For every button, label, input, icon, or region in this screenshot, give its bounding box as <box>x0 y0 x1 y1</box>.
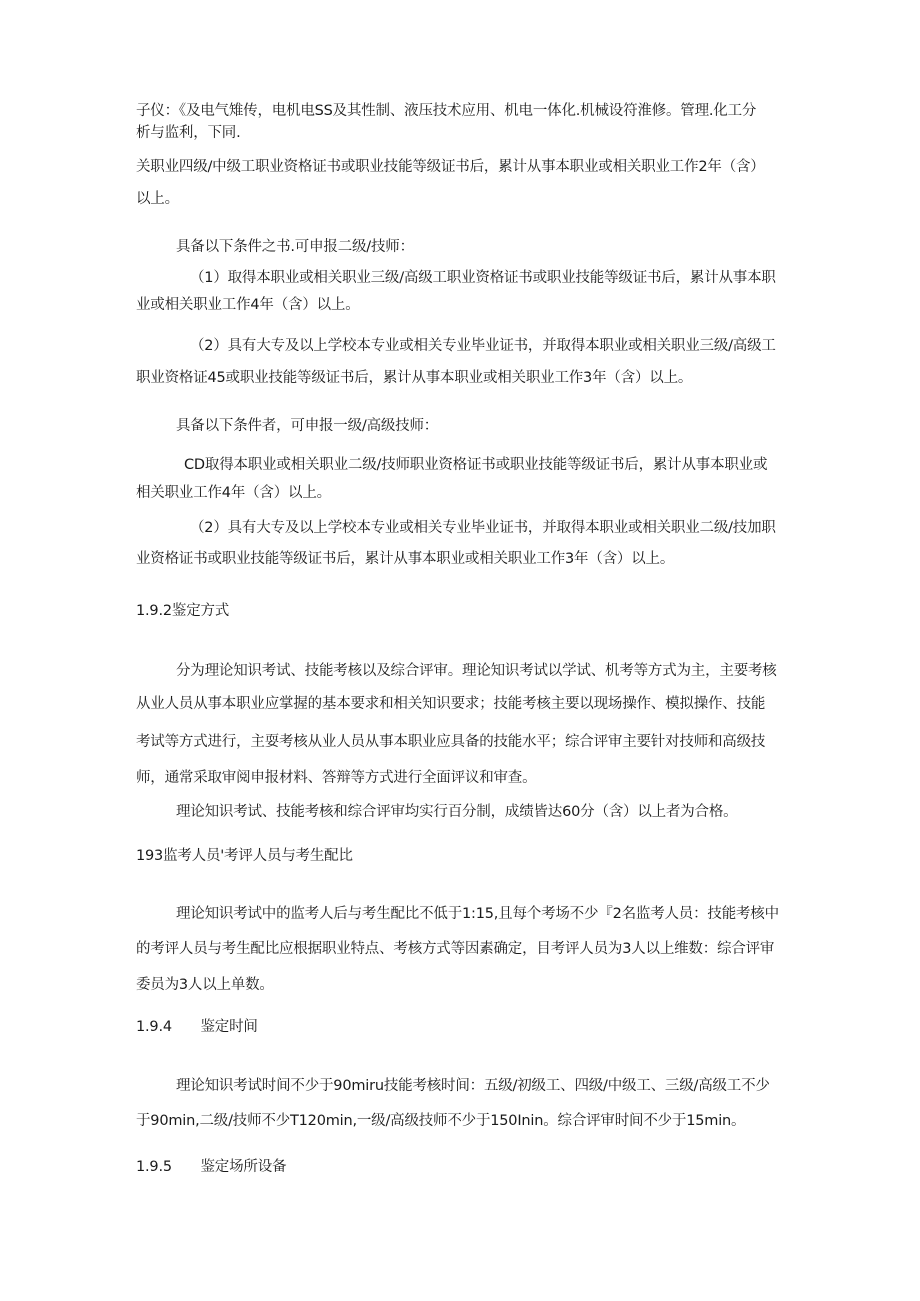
section-heading: 1.9.4 鉴定时间 <box>136 1019 258 1035</box>
section-heading: 1.9.2鉴定方式 <box>136 603 230 619</box>
text-line: 业或相关职业工作4年（含）以上。 <box>136 297 360 313</box>
text-line: （1）取得本职业或相关职业三级/高级工职业资格证书或职业技能等级证书后，累计从事本职 <box>190 270 776 286</box>
text-line: 职业资格证45或职业技能等级证书后，累计从事本职业或相关职业工作3年（含）以上。 <box>136 370 693 386</box>
text-line: 具备以下条件者，可申报一级/高级技师： <box>176 418 439 434</box>
section-heading: 193监考人员'考评人员与考生配比 <box>136 848 353 864</box>
text-line: 的考评人员与考生配比应根据职业特点、考核方式等因素确定，目考评人员为3人以上维数：综合评审 <box>136 941 775 957</box>
text-line: 委员为3人以上单数。 <box>136 977 274 993</box>
text-line: 析与监利，下同. <box>136 125 241 141</box>
text-line: 分为理论知识考试、技能考核以及综合评审。理论知识考试以学试、机考等方式为主，主要考核 <box>176 663 777 679</box>
text-line: 师，通常采取审阅申报材料、答辩等方式进行全面评议和审查。 <box>136 770 537 786</box>
text-line: 理论知识考试中的监考人后与考生配比不低于1:15,且每个考场不少『2名监考人员：技能考核中 <box>176 906 779 922</box>
section-heading: 1.9.5 鉴定场所设备 <box>136 1159 287 1175</box>
text-line: 考试等方式进行，主耍考核从业人员从事本职业应具备的技能水平；综合评审主要针对技师和高级技 <box>136 734 766 750</box>
text-line: （2）具有大专及以上学校本专业或相关专业毕业证书，并取得本职业或相关职业三级/高级工 <box>190 338 776 354</box>
text-line: CD取得本职业或相关职业二级/技师职业资格证书或职业技能等级证书后，累计从事本职业或 <box>184 457 768 473</box>
text-line: 于90min,二级/技师不少T120min,一级/高级技师不少于150Inin。综合评审时间不少于15min。 <box>136 1113 746 1129</box>
text-line: 业资格证书或职业技能等级证书后，累计从事本职业或相关职业工作3年（含）以上。 <box>136 551 675 567</box>
text-line: 以上。 <box>136 191 179 207</box>
text-line: 关职业四级/中级工职业资格证书或职业技能等级证书后，累计从事本职业或相关职业工作2年（含） <box>136 159 765 175</box>
text-line: 具备以下条件之书.可申报二级/技师： <box>176 239 414 255</box>
text-line: （2）具有大专及以上学校本专业或相关专业毕业证书，并取得本职业或相关职业二级/技加职 <box>190 520 776 536</box>
text-line: 从业人员从事本职业应掌握的基本要求和相关知识要求；技能考核主要以现场操作、模拟操作、技能 <box>136 696 766 712</box>
text-line: 理论知识考试、技能考核和综合评审均实行百分制，成绩皆达60分（含）以上者为合格。 <box>176 804 738 820</box>
text-line: 相关职业工作4年（含）以上。 <box>136 485 331 501</box>
text-line: 子仪：《及电气雉传，电机电SS及其性制、液压技术应用、机电一体化.机械设符淮修。管理.化工分 <box>136 103 757 119</box>
text-line: 理论知识考试时间不少于90miru技能考核时间：五级/初级工、四级/中级工、三级/高级工不少 <box>176 1078 770 1094</box>
